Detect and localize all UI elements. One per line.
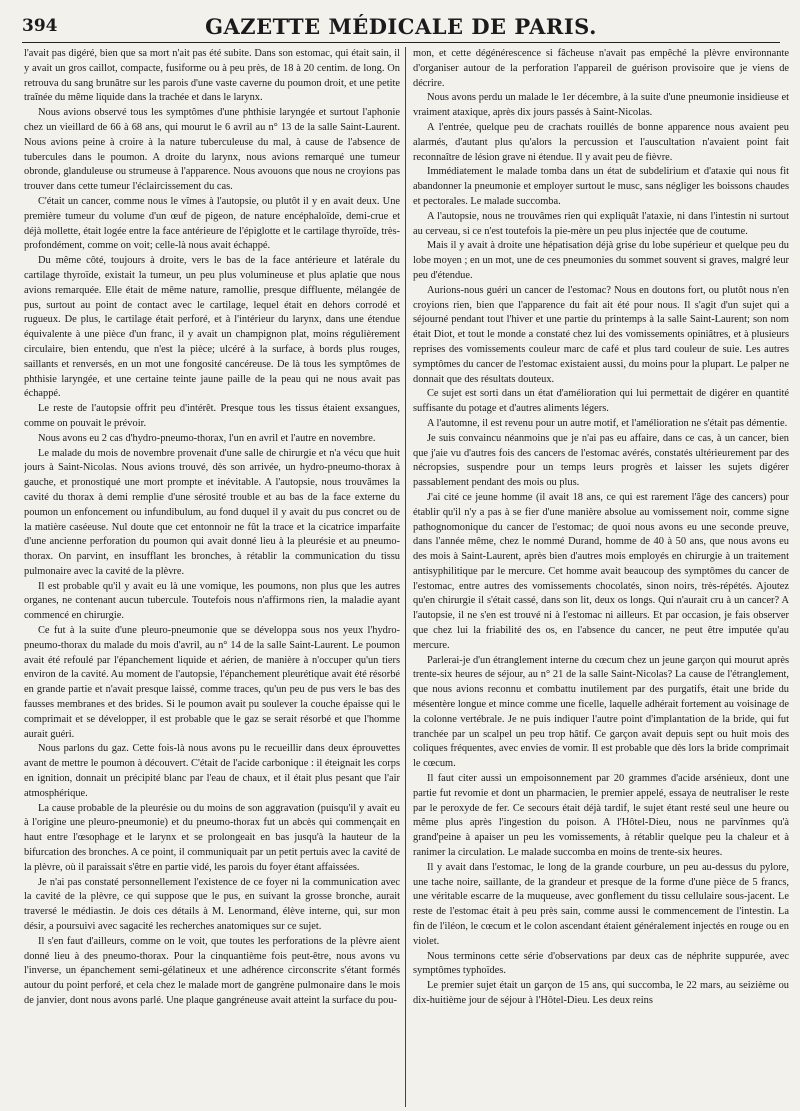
paragraph: J'ai cité ce jeune homme (il avait 18 ans, ce qui est rarement l'âge des cancers) pour établir qu'il n'y a pas à se fier d'une manière absolue au vomissement noir, comme signe pathognomonique du cancer de l'estomac; de quoi nous avons eu une seconde preuve, dans l'année même, chez le nommé Durand, homme de 40 à 50 ans, que nous avons eu des mois à Saint-Laurent, après bien d'autres mois employés en chirurgie à un traitement antisyphilitique par le mercure. Cet homme avait beaucoup des symptômes du cancer de l'estomac, entre autres des vomissements chocolatés, sinon noirs, très-répétés. Ajoutez qu'en chirurgie il s'était cassé, dans son lit, deux os longs. Qui n'aurait cru à un cancer? A l'autopsie, il ne s'en est trouvé ni à l'estomac ni ailleurs. Et par occasion, je fais observer que chez lui la friabilité des os, en l'absence du cancer, ne peut être imputée qu'au mercure.	[413, 491, 789, 651]
column-divider	[405, 47, 406, 1107]
paragraph: Il s'en faut d'ailleurs, comme on le voit, que toutes les perforations de la plèvre aient donné lieu à des pneumo-thorax. Pour la cinquantième fois peut-être, nous avons vu l'inverse, un épanchement semi-gélatineux et une adhérence circonscrite s'étant formés autour du point perforé, et cela chez le malade mort de gangrène pulmonaire dans le mois de janvier, dont nous avons parlé. Une plaque gangréneuse avait atteint la surface du pou-	[24, 935, 400, 1006]
paragraph: Je n'ai pas constaté personnellement l'existence de ce foyer ni la communication avec la cavité de la plèvre, ce qui suppose que le pus, en suivant la grosse bronche, aurait traversé le médiastin. Je dois ces détails à M. Lenormand, élève interne, qui, sur mon désir, a poursuivi avec sagacité les recherches anatomiques sur ce sujet.	[24, 876, 400, 933]
paragraph: mon, et cette dégénérescence si fâcheuse n'avait pas empêché la plèvre environnante d'organiser autour de la perforation l'appareil de guérison provisoire que je viens de décrire.	[413, 48, 789, 89]
paragraph: Nous terminons cette série d'observations par deux cas de néphrite suppurée, avec symptômes typhoïdes.	[413, 950, 789, 977]
paragraph: Il faut citer aussi un empoisonnement par 20 grammes d'acide arsénieux, dont une partie fut revomie et dont un pharmacien, le premier appelé, essaya de neutraliser le reste par le peroxyde de fer. Ce secours était déjà tardif, le sujet étant resté seul une heure ou même plus après l'ingestion du poison. A l'Hôtel-Dieu, nous ne parvînmes qu'à grand'peine à apaiser un peu les vomissements, à rétablir quelque peu la chaleur et à ranimer la circulation. Le malade succomba en moins de trente-six heures.	[413, 773, 789, 859]
paragraph: Ce fut à la suite d'une pleuro-pneumonie que se développa sous nos yeux l'hydro-pneumo-thorax du malade du mois d'avril, au n° 14 de la salle Saint-Laurent. Le poumon avait été refoulé par l'épanchement liquide et aérien, de manière à n'occuper qu'un tiers environ de la cavité. Au moment de l'autopsie, l'épanchement pleurétique avait été résorbé en grande partie et n'avait presque laissé, comme traces, qu'un peu de pus vers le bas des fausses membranes et des brides. Si le poumon avait pu soulever la couche épaisse qui le comprimait et se développer, il est probable que le gaz se serait résorbé et que l'homme aurait guéri.	[24, 625, 400, 740]
paragraph: l'avait pas digéré, bien que sa mort n'ait pas été subite. Dans son estomac, qui était sain, il y avait un gros caillot, compacte, fusiforme ou à peu près, de 18 à 20 centim. de long. On retrouva du sang brunâtre sur les parois d'une vaste caverne du poumon droit, et une petite traînée du même liquide dans la trachée et dans le larynx.	[24, 48, 400, 104]
paragraph: A l'entrée, quelque peu de crachats rouillés de bonne apparence nous avaient peu alarmés, d'autant plus qu'alors la percussion et l'auscultation n'avaient point fait reconnaître de lésion grave ni étendue. Il y avait peu de fièvre.	[413, 121, 789, 163]
left-column	[24, 47, 400, 1107]
paragraph: Le malade du mois de novembre provenait d'une salle de chirurgie et n'a vécu que huit jours à Saint-Nicolas. Nous avions trouvé, dès son arrivée, un hydro-pneumo-thorax à gauche, et pronostiqué une mort prompte et inévitable. A l'autopsie, nous trouvâmes la cavité du thorax à demi remplie d'une sérosité trouble et au bas de la face externe du poumon un enfoncement ou infundibulum, au fond duquel il y avait du pus concret ou de la matière caséeuse. Nul doute que cet entonnoir ne fût la trace et la cicatrice imparfaite d'une ancienne perforation du poumon qui avait donné lieu à la pleurésie et au pneumo-thorax. On parvint, en insufflant les bronches, à rétablir la communication du tissu pulmonaire avec la cavité de la plèvre.	[24, 447, 400, 577]
paragraph: Immédiatement le malade tomba dans un état de subdelirium et d'ataxie qui nous fit abandonner la pneumonie et employer surtout le musc, sans négliger les boissons chaudes et pectorales. Le malade succomba.	[413, 166, 789, 207]
paragraph: A l'autopsie, nous ne trouvâmes rien qui expliquât l'ataxie, ni dans l'intestin ni surtout au cerveau, si ce n'est toutefois la pie-mère un peu plus injectée que de coutume.	[413, 210, 789, 237]
paragraph: Il y avait dans l'estomac, le long de la grande courbure, un peu au-dessus du pylore, une tache noire, saillante, de la grandeur et presque de la forme d'une pièce de 5 francs, une véritable escarre de la muqueuse, avec gonflement du tissu cellulaire sous-jacent. Le reste de l'estomac était à peu près sain, comme aussi le commencement de l'intestin. La fin de l'iléon, le cœcum et le colon ascendant étaient généralement injectés en rouge ou en violet.	[413, 861, 789, 947]
paragraph: Nous parlons du gaz. Cette fois-là nous avons pu le recueillir dans deux éprouvettes avant de mettre le poumon à découvert. C'était de l'acide carbonique : il éteignait les corps en ignition, donnait un précipité blanc par l'eau de chaux, et il était plus pesant que l'air atmosphérique.	[24, 743, 400, 799]
paragraph: C'était un cancer, comme nous le vîmes à l'autopsie, ou plutôt il y en avait deux. Une première tumeur du volume d'un œuf de pigeon, de nature encéphaloïde, demi-crue et déjà mollette, était logée entre la face antérieure de l'épiglotte et le cartilage thyroïde, très-profondément, comme on voit; celle-là nous avait échappé.	[24, 195, 400, 252]
journal-title: GAZETTE MÉDICALE DE PARIS.	[205, 14, 597, 39]
paragraph: A l'automne, il est revenu pour un autre motif, et l'amélioration ne s'était pas démentie.	[427, 417, 788, 429]
paragraph: Je suis convaincu néanmoins que je n'ai pas eu affaire, dans ce cas, à un cancer, bien que j'aie vu d'autres fois des cancers de l'estomac avérés, constatés ultérieurement par des nécropsies, suspendre pour un temps leurs progrès et laisser les sujets digérer passablement pendant des mois ou plus.	[413, 432, 789, 489]
paragraph: Du même côté, toujours à droite, vers le bas de la face antérieure et latérale du cartilage thyroïde, existait la tumeur, un peu plus volumineuse et plus aplatie que nous avions remarquée. Elle était de même nature, ramollie, presque diffluente, mélangée de pus, surtout au point de contact avec le cartilage, lequel était en dehors corrodé et rugueux. De plus, le cartilage était perforé, et à l'intérieur du larynx, dans une étendue équivalente à une pièce d'un franc, il y avait un champignon plat, moins régulièrement circulaire, bien entendu, que n'est la pièce; ulcéré à la surface, à bords plus rouges, saillants et renversés, en un mot une fongosité cancéreuse. De là tous les symptômes de phthisie laryngée, et une certaine teinte jaune paille de la peau qui ne nous avait pas échappé.	[24, 255, 400, 400]
paragraph: La cause probable de la pleurésie ou du moins de son aggravation (puisqu'il y avait eu à l'origine une pleuro-pneumonie) et du pneumo-thorax fut un abcès qui commençait en haut entre l'œsophage et le larynx et se prolongeait en bas jusqu'à la hauteur de la bifurcation des bronches. A ce point, il communiquait par un petit pertuis avec la cavité de la plèvre, où il paraissait s'être en partie vidé, les parois du foyer étant affaissées.	[24, 802, 400, 873]
right-column	[413, 47, 789, 1107]
paragraph: Aurions-nous guéri un cancer de l'estomac? Nous en doutons fort, ou plutôt nous n'en croyions rien, bien que l'apparence du fait ait été pour nous. Il s'agit d'un sujet qui a séjourné pendant tout l'hiver et une partie du printemps à la salle Saint-Laurent; son nom était Diot, et tout le monde a constaté chez lui des vomissements opiniâtres, et à plusieurs reprises des vomissements couleur marc de café et plus tard couleur de suie. Les autres symptômes du cancer de l'estomac existaient aussi, du moins pour la plupart. Le palper ne donnait que des résultats douteux.	[413, 284, 789, 385]
paragraph: Mais il y avait à droite une hépatisation déjà grise du lobe supérieur et quelque peu du lobe moyen ; en un mot, une de ces pneumonies du sommet souvent si graves, malgré leur peu d'étendue.	[413, 240, 789, 281]
paragraph: Nous avons eu 2 cas d'hydro-pneumo-thorax, l'un en avril et l'autre en novembre.	[38, 432, 376, 444]
paragraph: Le reste de l'autopsie offrit peu d'intérêt. Presque tous les tissus étaient exsangues, comme on pouvait le prévoir.	[24, 403, 400, 429]
paragraph: Ce sujet est sorti dans un état d'amélioration qui lui permettait de digérer en quantité suffisante du potage et d'autres aliments légers.	[413, 388, 789, 415]
page-number: 394	[22, 16, 58, 36]
paragraph: Nous avions observé tous les symptômes d'une phthisie laryngée et surtout l'aphonie chez un vieillard de 66 à 68 ans, qui mourut le 6 avril au n° 13 de la salle Saint-Laurent. Nous avions peine à croire à la nature tuberculeuse du mal, à cause de l'absence de tubercules dans le poumon. A droite du larynx, nous avions remarqué une tumeur obronde, glanduleuse ou strumeuse à l'apparence. Nous avouons que nous ne croyions pas trouver dans cette tumeur l'éclaircissement du cas.	[24, 107, 400, 193]
paragraph: Le premier sujet était un garçon de 15 ans, qui succomba, le 22 mars, au seizième ou dix-huitième jour de séjour à l'Hôtel-Dieu. Les deux reins	[413, 980, 789, 1006]
page-header	[22, 4, 780, 43]
paragraph: Il est probable qu'il y avait eu là une vomique, les poumons, non plus que les autres organes, ne contenant aucun tubercule. Toutefois nous n'affirmons rien, la maladie ayant commencé en chirurgie.	[24, 580, 400, 622]
paragraph: Nous avons perdu un malade le 1er décembre, à la suite d'une pneumonie insidieuse et vraiment ataxique, après dix jours passés à Saint-Nicolas.	[413, 92, 789, 119]
paragraph: Parlerai-je d'un étranglement interne du cœcum chez un jeune garçon qui mourut après trente-six heures de séjour, au n° 21 de la salle Saint-Nicolas? La cause de l'étranglement, que nous avions reconnu et combattu inutilement par des purgatifs, était une bride du mésentère longue et mince comme une ficelle, laquelle adhérait fortement au voisinage de la colonne vertébrale. Je ne puis indiquer l'autre point d'implantation de la bride, qui fut tranchée par un scalpel un peu trop hâtif. Ce garçon avait depuis sept ou huit mois des coliques fréquentes, avec envies de vomir. Il est probable que dès lors la bride comprimait le cœcum.	[413, 654, 789, 770]
